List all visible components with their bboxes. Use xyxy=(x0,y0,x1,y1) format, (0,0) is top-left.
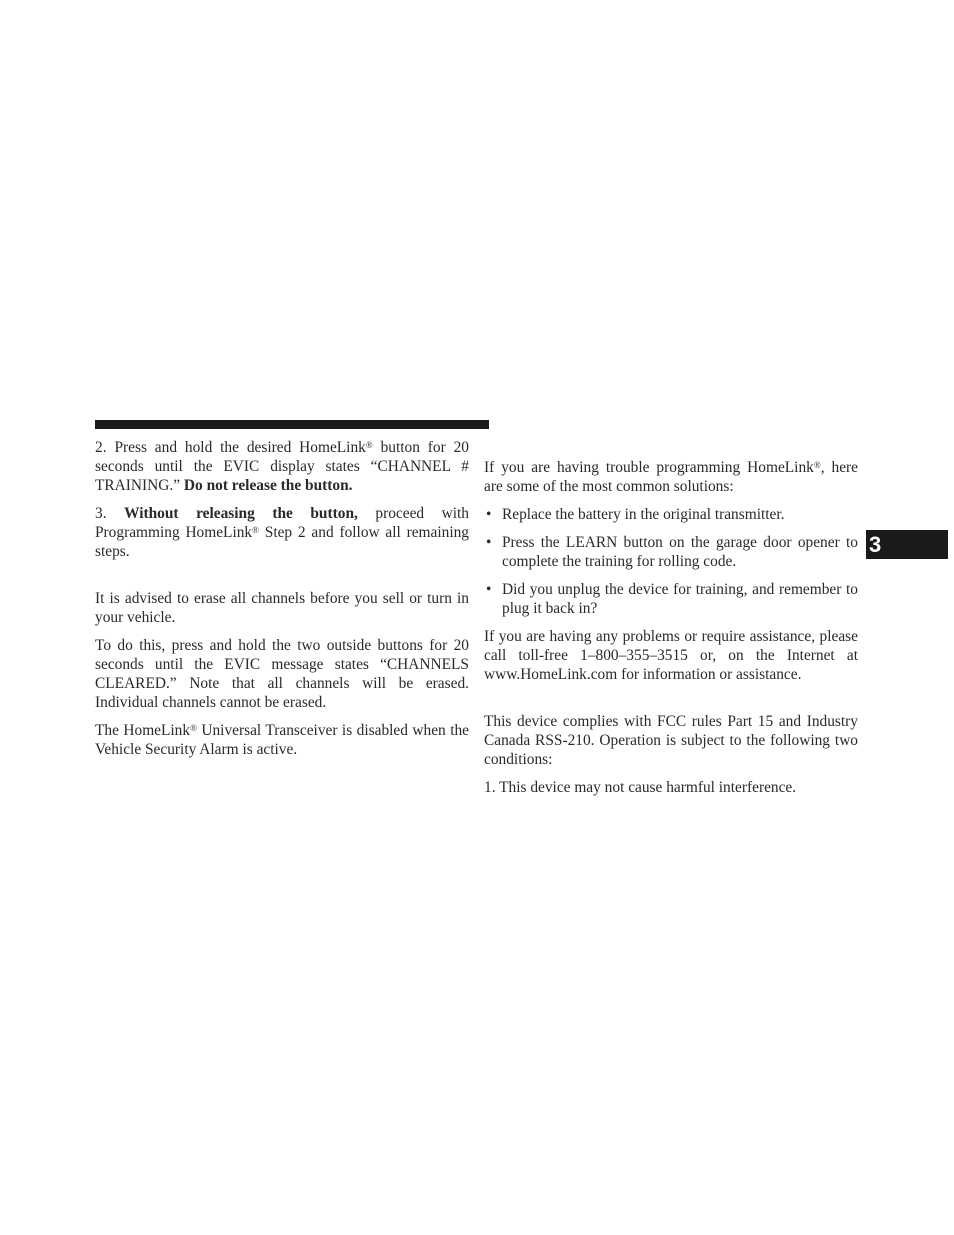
chapter-tab xyxy=(866,530,948,559)
list-item: • Press the LEARN button on the garage door opener to complete the training for rolling code. xyxy=(484,533,858,571)
step-2-paragraph: 2. Press and hold the desired HomeLink® button for 20 seconds until the EVIC display states “CHANNEL # TRAINING.” Do not release the button. xyxy=(95,439,469,494)
left-column xyxy=(95,438,469,759)
security-alarm-paragraph: The HomeLink® Universal Transceiver is disabled when the Vehicle Security Alarm is active. xyxy=(95,722,469,758)
solutions-list xyxy=(484,505,858,618)
list-item: • Replace the battery in the original transmitter. xyxy=(484,505,858,524)
chapter-number: 3 xyxy=(869,532,882,557)
list-item: • Did you unplug the device for training, and remember to plug it back in? xyxy=(484,580,858,618)
fcc-paragraph: This device complies with FCC rules Part 15 and Industry Canada RSS-210. Operation is subject to the following two conditions: xyxy=(484,713,858,768)
erase-instructions-paragraph: To do this, press and hold the two outside buttons for 20 seconds until the EVIC message states “CHANNELS CLEARED.” Note that all channels will be erased. Individual channels cannot be erased. xyxy=(95,637,469,711)
right-column xyxy=(484,458,858,797)
condition-1-paragraph: 1. This device may not cause harmful interference. xyxy=(484,779,797,796)
trouble-intro-paragraph: If you are having trouble programming HomeLink®, here are some of the most common solutions: xyxy=(484,459,858,495)
erase-advice-paragraph: It is advised to erase all channels before you sell or turn in your vehicle. xyxy=(95,590,469,626)
section-rule xyxy=(95,420,489,429)
assistance-paragraph: If you are having any problems or require assistance, please call toll-free 1–800–355–3515 or, on the Internet at www.HomeLink.com for information or assistance. xyxy=(484,628,858,683)
step-3-paragraph: 3. Without releasing the button, proceed with Programming HomeLink® Step 2 and follow all remaining steps. xyxy=(95,505,470,560)
